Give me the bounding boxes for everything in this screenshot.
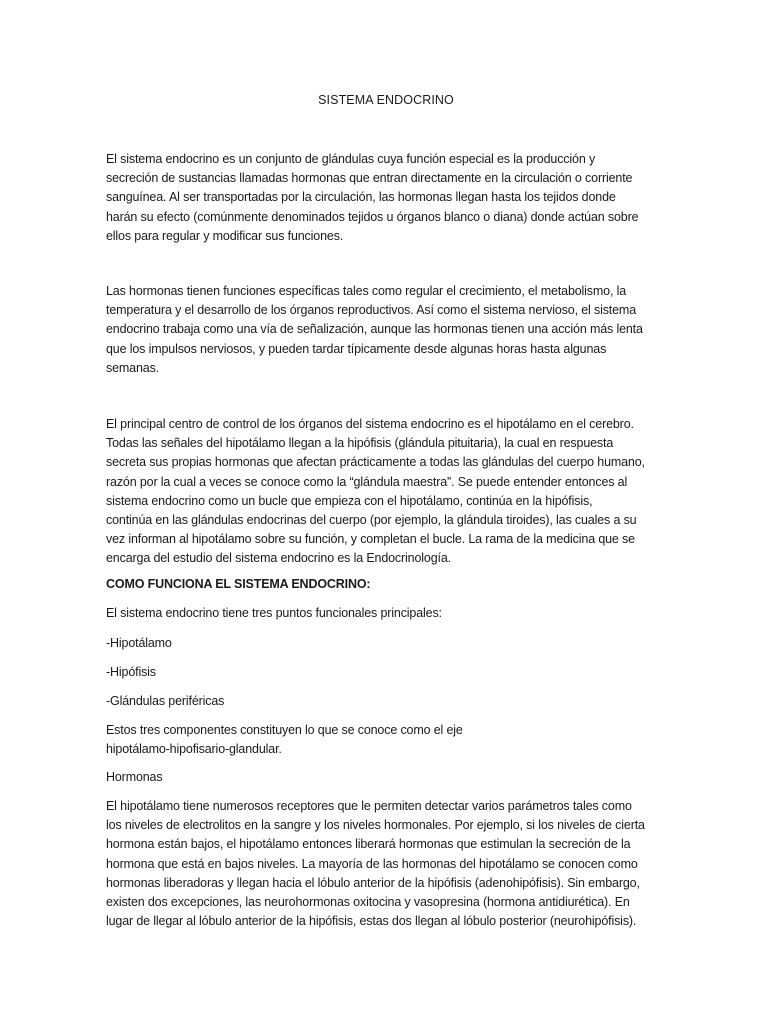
text-line: endocrino trabaja como una vía de señalización, aunque las hormonas tienen una acción más lenta xyxy=(106,322,643,337)
text-line: El principal centro de control de los órganos del sistema endocrino es el hipotálamo en el cerebro. xyxy=(106,417,634,431)
text-line: existen dos excepciones, las neurohormonas oxitocina y vasopresina (hormona antidiurética). En xyxy=(106,895,630,910)
text-line: vez informan al hipotálamo sobre su función, y completan el bucle. La rama de la medicina que se xyxy=(106,532,635,547)
text-line: hormona que está en bajos niveles. La mayoría de las hormonas del hipotálamo se conocen como xyxy=(106,856,638,871)
text-line: secreción de sustancias llamadas hormonas que entran directamente en la circulación o corriente xyxy=(106,171,633,186)
paragraph-functions xyxy=(106,282,666,378)
list-item-hipotalamo: -Hipotálamo xyxy=(106,636,172,650)
text-line: hormonas liberadoras y llegan hacia el lóbulo anterior de la hipófisis (adenohipófisis). Sin embargo, xyxy=(106,875,640,890)
list-item-glandulas: -Glándulas periféricas xyxy=(106,694,225,708)
text-line: ellos para regular y modificar sus funciones. xyxy=(106,228,344,243)
list-item-hipofisis: -Hipófisis xyxy=(106,665,156,679)
text-line: temperatura y el desarrollo de los órganos reproductivos. Así como el sistema nervioso, el sistema xyxy=(106,303,636,318)
text-line: Todas las señales del hipotálamo llegan a la hipófisis (glándula pituitaria), la cual en respuesta xyxy=(106,436,614,451)
text-line: sistema endocrino como un bucle que empieza con el hipotálamo, continúa en la hipófisis, xyxy=(106,493,593,508)
text-line: Las hormonas tienen funciones específicas tales como regular el crecimiento, el metabolismo, la xyxy=(106,284,627,298)
text-line: encarga del estudio del sistema endocrino es la Endocrinología. xyxy=(106,551,451,566)
text-line: hipotálamo-hipofisario-glandular. xyxy=(106,742,282,757)
text-line: razón por la cual a veces se conoce como la “glándula maestra”. Se puede entender entonces al xyxy=(106,474,628,489)
text-line: Estos tres componentes constituyen lo que se conoce como el eje xyxy=(106,723,463,737)
paragraph-control-center xyxy=(106,415,666,569)
text-line: que los impulsos nerviosos, y pueden tardar típicamente desde algunas horas hasta algunas xyxy=(106,341,607,356)
paragraph-hormonas xyxy=(106,797,666,931)
text-line: sanguínea. Al ser transportadas por la circulación, las hormonas llegan hasta los tejidos donde xyxy=(106,190,616,205)
text-line: harán su efecto (comúnmente denominados tejidos u órganos blanco o diana) donde actúan sobre xyxy=(106,209,639,224)
intro-points-text: El sistema endocrino tiene tres puntos funcionales principales: xyxy=(106,606,442,620)
section-heading-hormonas: Hormonas xyxy=(106,770,163,784)
text-line: secreta sus propias hormonas que afectan prácticamente a todas las glándulas del cuerpo humano, xyxy=(106,455,645,470)
text-line: El hipotálamo tiene numerosos receptores que le permiten detectar varios parámetros tales como xyxy=(106,799,632,813)
text-line: continúa en las glándulas endocrinas del cuerpo (por ejemplo, la glándula tiroides), las cuales a su xyxy=(106,513,637,528)
text-line: semanas. xyxy=(106,360,159,375)
text-line: hormona están bajos, el hipotálamo entonces liberará hormonas que estimulan la secreción de la xyxy=(106,837,631,852)
section-heading-como-funciona: COMO FUNCIONA EL SISTEMA ENDOCRINO: xyxy=(106,577,371,591)
paragraph-eje xyxy=(106,721,666,759)
text-line: los niveles de electrolitos en la sangre y los niveles hormonales. Por ejemplo, si los niveles de cierta xyxy=(106,818,645,833)
paragraph-definition xyxy=(106,150,666,246)
document-title: SISTEMA ENDOCRINO xyxy=(318,93,454,107)
text-line: El sistema endocrino es un conjunto de glándulas cuya función especial es la producción y xyxy=(106,152,596,166)
text-line: lugar de llegar al lóbulo anterior de la hipófisis, estas dos llegan al lóbulo posterior (neurohipófisis). xyxy=(106,914,637,929)
